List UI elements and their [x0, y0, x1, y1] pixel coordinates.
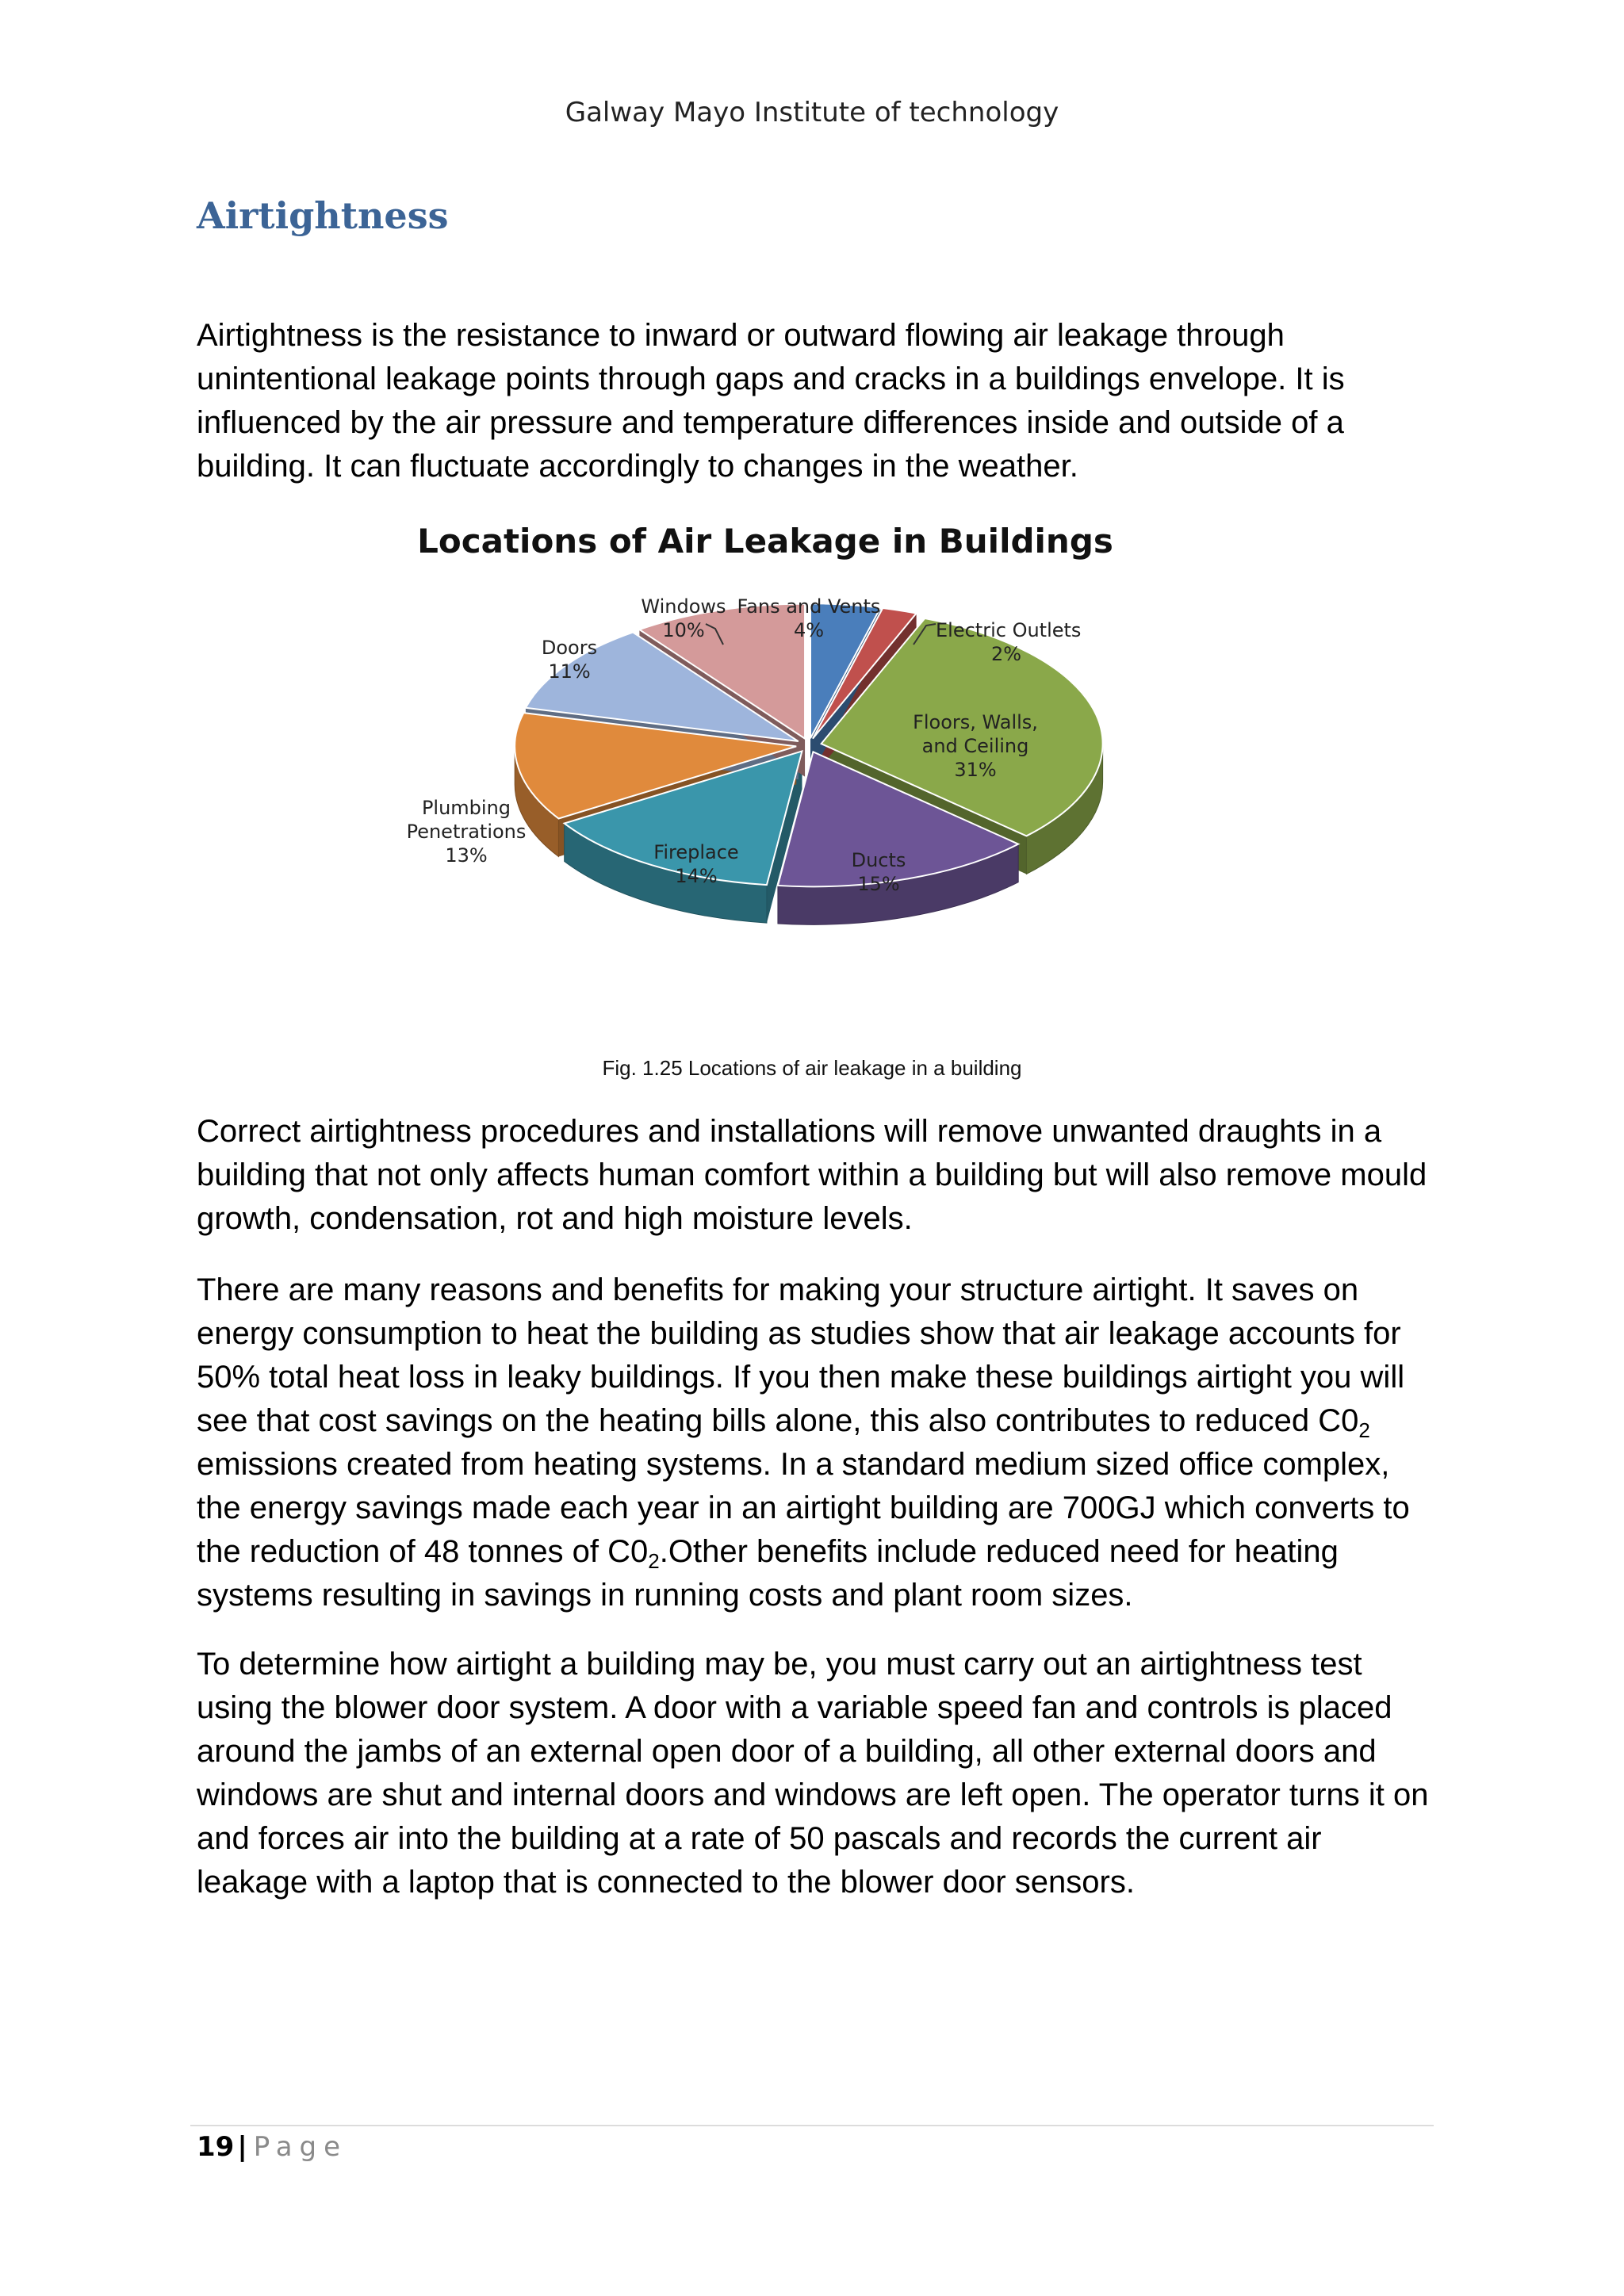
- p3-text-1: There are many reasons and benefits for making your structure airtight. It saves on energy consumption to heat the building as studies show that air leakage accounts for 50% total heat loss in leaky buildings. If you then make these buildings airtight you will see that cost savings on the heating bills alone, this also contributes to reduced C0: [197, 1272, 1405, 1438]
- figure-caption: Fig. 1.25 Locations of air leakage in a building: [602, 1056, 1022, 1080]
- pie-label-2: Floors, Walls, and Ceiling 31%: [913, 711, 1038, 781]
- p3-subscript-2: 2: [648, 1549, 660, 1573]
- chart-title: Locations of Air Leakage in Buildings: [417, 522, 1113, 561]
- pie-label-6: Doors 11%: [541, 637, 598, 683]
- air-leakage-pie-chart: [389, 519, 1182, 1003]
- page-footer: [197, 2131, 347, 2163]
- pie-chart-svg: [389, 519, 1182, 1003]
- footer-divider: [190, 2125, 1434, 2126]
- p3-subscript-1: 2: [1358, 1418, 1370, 1442]
- footer-separator: |: [237, 2131, 247, 2163]
- page-header: Galway Mayo Institute of technology: [565, 97, 1059, 128]
- section-heading: Airtightness: [197, 194, 449, 237]
- paragraph-benefits-energy: [197, 1269, 1434, 1617]
- pie-label-5: Plumbing Penetrations 13%: [406, 797, 527, 867]
- paragraph-benefits-comfort: Correct airtightness procedures and installations will remove unwanted draughts in a building that not only affects human comfort within a building but will also remove mould growth, condensation, rot and high moisture levels.: [197, 1114, 1427, 1236]
- p3-text-3: .Other benefits include reduced need for heating systems resulting in savings in running costs and plant room sizes.: [197, 1534, 1339, 1613]
- p3-text-2: emissions created from heating systems. In a standard medium sized office complex, the energy savings made each year in an airtight building are 700GJ which converts to the reduction of 48 tonnes of C0: [197, 1447, 1410, 1569]
- pie-label-0: Fans and Vents 4%: [737, 595, 881, 641]
- pie-label-3: Ducts 15%: [851, 849, 906, 895]
- paragraph-blower-door-test: To determine how airtight a building may be, you must carry out an airtightness test using the blower door system. A door with a variable speed fan and controls is placed around the jambs of an external open door of a building, all other external doors and windows are shut and internal doors and windows are left open. The operator turns it on and forces air into the building at a rate of 50 pascals and records the current air leakage with a laptop that is connected to the blower door sensors.: [197, 1647, 1429, 1900]
- pie-label-4: Fireplace 14%: [653, 841, 739, 887]
- paragraph-definition: Airtightness is the resistance to inward or outward flowing air leakage through unintentional leakage points through gaps and cracks in a buildings envelope. It is influenced by the air pressure and temperature differences inside and outside of a building. It can fluctuate accordingly to changes in the weather.: [197, 318, 1345, 484]
- pie-label-7: Windows 10%: [641, 595, 726, 641]
- page-number: 19: [197, 2131, 235, 2163]
- pie-label-1: Electric Outlets 2%: [936, 619, 1082, 665]
- page-word: Page: [253, 2131, 348, 2163]
